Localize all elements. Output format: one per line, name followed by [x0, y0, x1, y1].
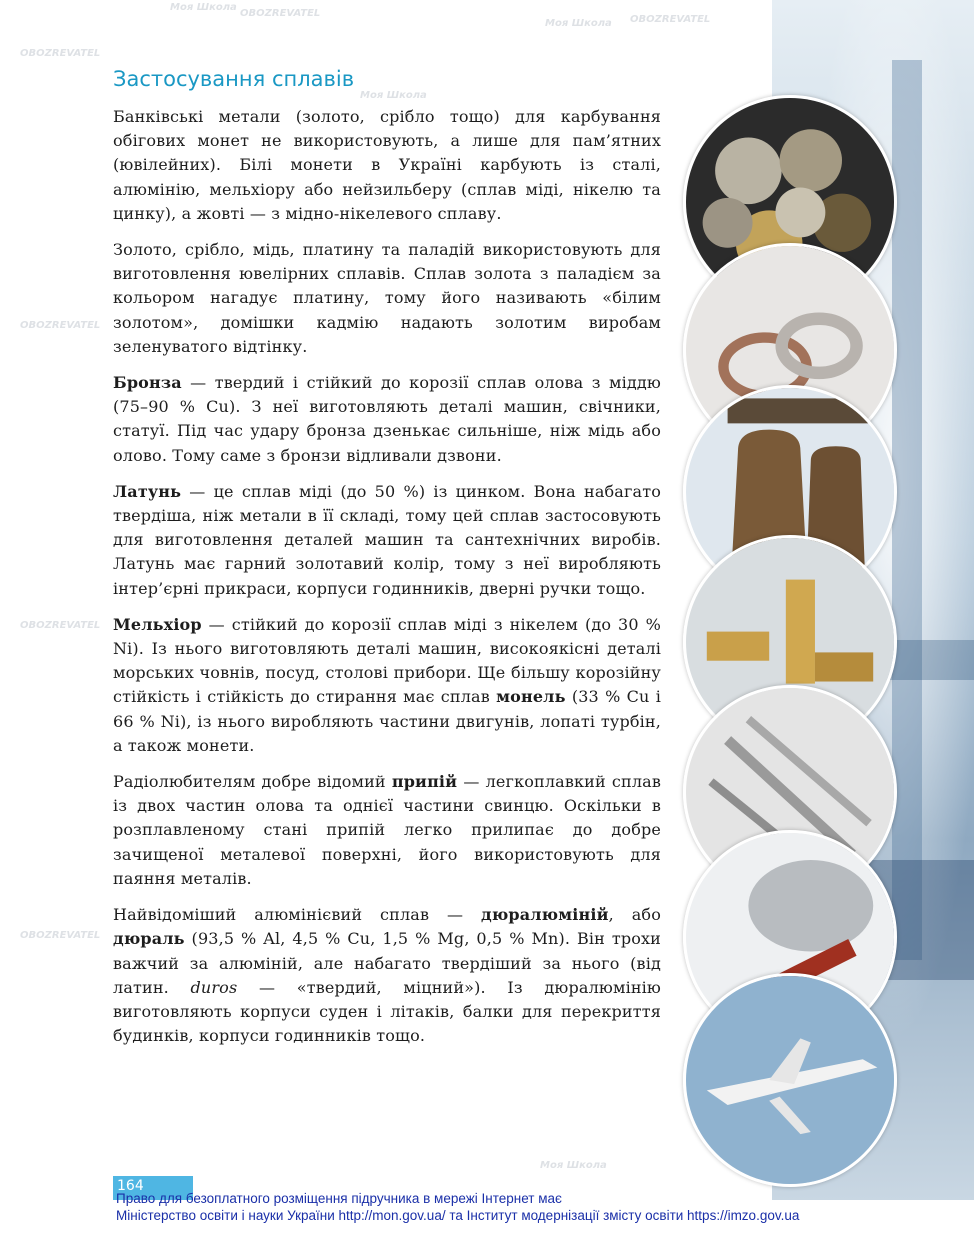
footer-license: [116, 1190, 876, 1224]
illustration-column: [683, 95, 893, 1175]
latin-duros: duros: [190, 977, 238, 997]
watermark-brand2: OBOZREVATEL: [240, 8, 321, 19]
footer-line-2: Міністерство освіти і науки України http://mon.gov.ua/ та Інститут модернізації змісту освіти https://imzo.gov.ua: [116, 1208, 800, 1223]
term-duralumin: дюралюміній: [481, 905, 609, 925]
watermark-brand2: OBOZREVATEL: [20, 48, 101, 59]
cupronickel-text-b: (33 % Cu і 66 % Ni), із нього виробляють частини двигунів, лопаті турбін, а також монети.: [113, 687, 661, 755]
paragraph-jewelry: Золото, срібло, мідь, платину та паладій використовують для виготовлення ювелірних сплавів. Сплав золота з паладієм за кольором нагадує платину, тому його називають «білим золотом», домішки кадмію надають золотим виробам зеленуватого відтінку.: [113, 240, 661, 356]
airplane-image: [683, 973, 897, 1187]
cupronickel-text-a: — стійкий до корозії сплав міді з нікелем (до 30 % Ni). Із нього виготовляють деталі машин, високоякісні деталі морських човнів, посуд, столові прибори. Ще більшу корозійну стійкість і стійкість до стирання має сплав: [113, 614, 661, 707]
watermark-brand2: OBOZREVATEL: [20, 620, 101, 631]
watermark-brand1: Моя Школа: [540, 1160, 607, 1171]
paragraph-brass: [113, 480, 661, 601]
term-solder: припій: [391, 772, 458, 792]
page-number: 164: [113, 1176, 193, 1200]
duralumin-text-d: — «твердий, міцний»). Із дюралюмінію виготовляють корпуси суден і літаків, балки для перекриття будинків, корпуси годинників тощо.: [113, 977, 661, 1046]
term-dural: дюраль: [113, 929, 185, 949]
watermark-brand1: Моя Школа: [360, 90, 427, 101]
term-monel: монель: [496, 687, 566, 707]
paragraph-coins: Банківські метали (золото, срібло тощо) для карбування обігових монет не використовують, а лише для пам’ятних (ювілейних). Білі монети в Україні карбують із сталі, алюмінію, мельхіору або нейзильберу (сплав міді, нікелю та цинку), а жовті — з мідно-нікелевого сплаву.: [113, 107, 661, 223]
duralumin-text-c: (93,5 % Al, 4,5 % Cu, 1,5 % Mg, 0,5 % Mn). Він трохи важчий за алюміній, але набагато твердіший за нього (від латин.: [113, 929, 661, 997]
duralumin-text-a: Найвідоміший алюмінієвий сплав —: [113, 905, 482, 925]
paragraph-duralumin: [113, 903, 661, 1048]
watermark-brand2: OBOZREVATEL: [20, 930, 101, 941]
main-text-column: [113, 105, 661, 1060]
solder-text-b: — легкоплавкий сплав із двох частин олова та однієї частини свинцю. Оскільки в розплавленому стані припій легко прилипає до добре зачищеної металевої поверхні, його використовують для паяння металів.: [113, 772, 661, 888]
footer-line-1: Право для безоплатного розміщення підручника в мережі Інтернет має: [116, 1191, 562, 1206]
watermark-brand2: OBOZREVATEL: [20, 320, 101, 331]
brass-text: — це сплав міді (до 50 %) із цинком. Вона набагато твердіша, ніж метали в її складі, тому цей сплав застосовують для виготовлення деталей машин та сантехнічних виробів. Латунь має гарний золотавий колір, тому з неї виробляють інтер’єрні прикраси, корпуси годинників, дверні ручки тощо.: [113, 481, 661, 598]
section-title: Застосування сплавів: [113, 67, 355, 91]
paragraph-bronze: [113, 371, 661, 468]
bronze-text: — твердий і стійкий до корозії сплав олова з міддю (75–90 % Cu). З неї виготовляють деталі машин, свічники, статуї. Під час удару бронза дзенькає сильніше, ніж мідь або олово. Тому саме з бронзи відливали дзвони.: [113, 373, 661, 465]
solder-text-a: Радіолюбителям добре відомий: [113, 772, 392, 792]
watermark-brand1: Моя Школа: [545, 18, 612, 29]
term-brass: Латунь: [113, 481, 182, 501]
watermark-brand1: Моя Школа: [170, 2, 237, 13]
paragraph-cupronickel: [113, 613, 661, 758]
term-bronze: Бронза: [113, 373, 182, 393]
watermark-brand2: OBOZREVATEL: [630, 14, 711, 25]
term-cupronickel: Мельхіор: [113, 614, 202, 634]
duralumin-text-b: , або: [608, 905, 661, 925]
paragraph-solder: [113, 770, 661, 891]
